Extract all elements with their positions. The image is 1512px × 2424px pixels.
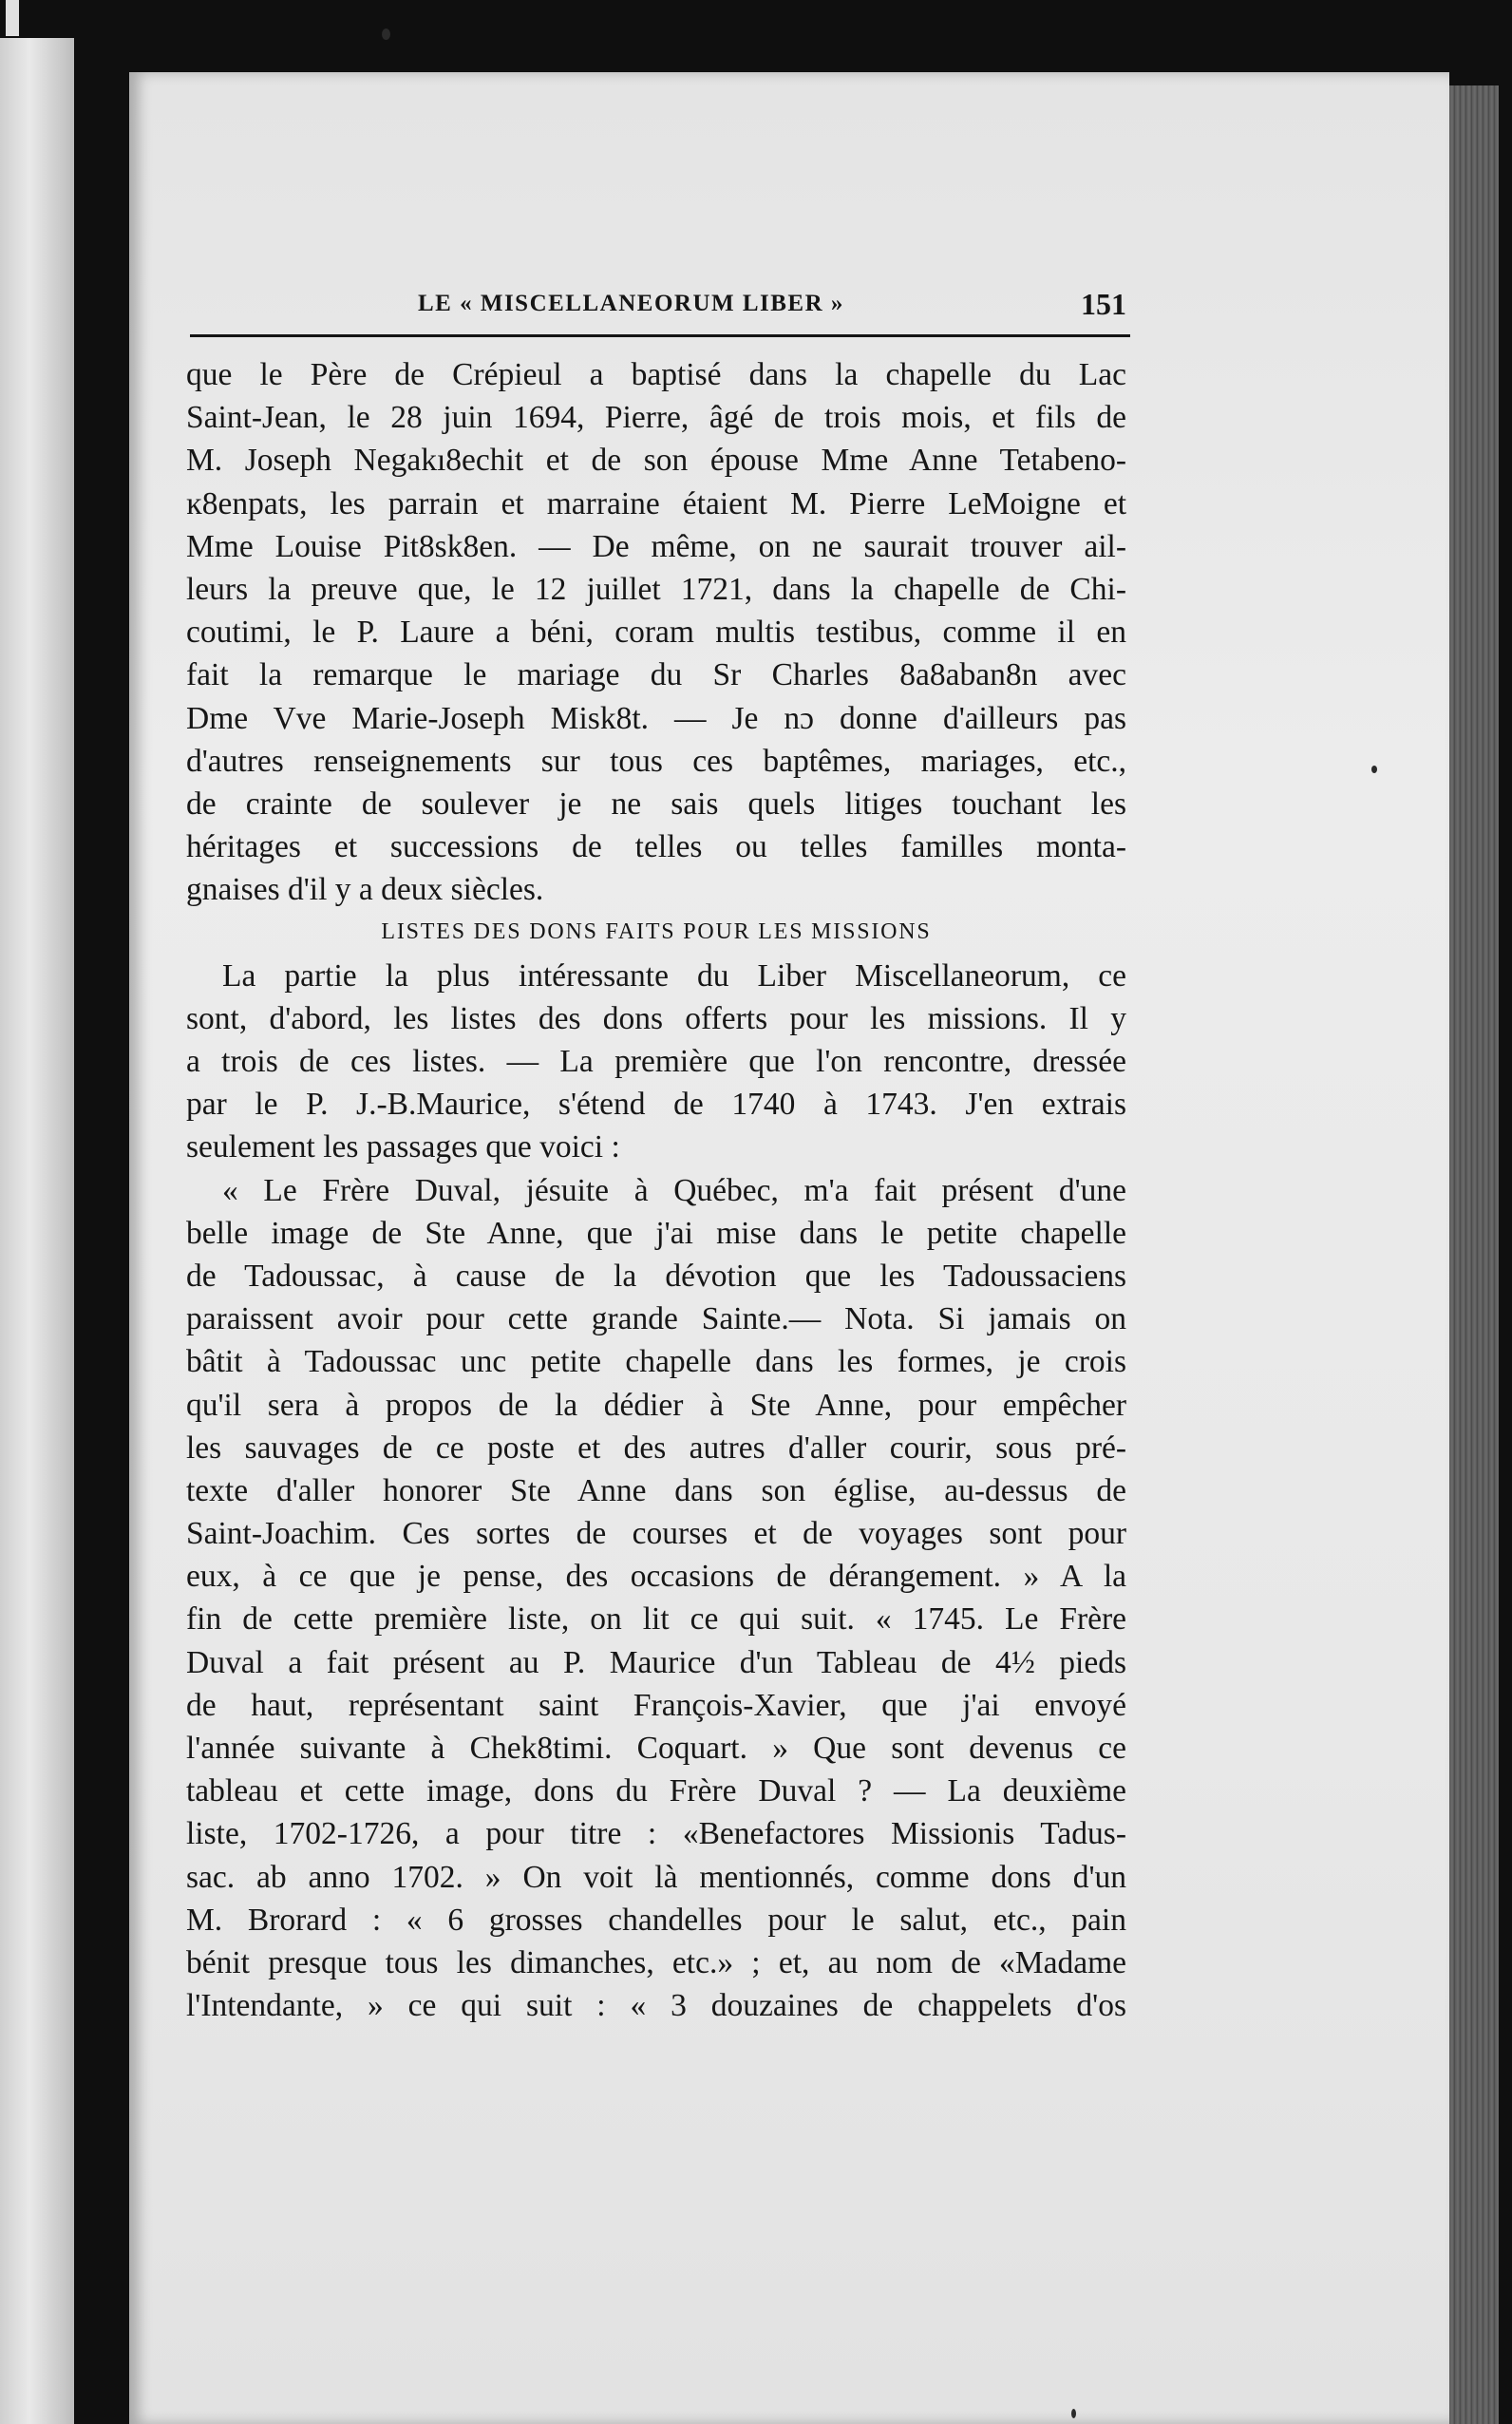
previous-page-edge bbox=[0, 38, 74, 2424]
text-line: texte d'aller honorer Ste Anne dans son église, au-dessus de bbox=[186, 1472, 1126, 1508]
page-stack-edge bbox=[1449, 85, 1499, 2424]
text-line: sont, d'abord, les listes des dons offerts pour les missions. Il y bbox=[186, 1000, 1126, 1036]
text-line: l'Intendante, » ce qui suit : « 3 douzaines de chappelets d'os bbox=[186, 1988, 1126, 2024]
text-line: liste, 1702-1726, a pour titre : «Benefactores Missionis Tadus- bbox=[186, 1816, 1126, 1852]
text-line: M. Brorard : « 6 grosses chandelles pour le salut, etc., pain bbox=[186, 1902, 1126, 1938]
text-line: paraissent avoir pour cette grande Sainte.— Nota. Si jamais on bbox=[186, 1301, 1126, 1337]
text-line: belle image de Ste Anne, que j'ai mise dans le petite chapelle bbox=[186, 1215, 1126, 1251]
running-header bbox=[190, 287, 1130, 337]
body-text bbox=[186, 353, 1126, 2027]
text-line: eux, à ce que je pense, des occasions de dérangement. » A la bbox=[186, 1559, 1126, 1595]
text-line: fin de cette première liste, on lit ce qui suit. « 1745. Le Frère bbox=[186, 1601, 1126, 1638]
text-line: fait la remarque le mariage du Sr Charles 8a8aban8n avec bbox=[186, 657, 1126, 693]
text-line: seulement les passages que voici : bbox=[186, 1129, 620, 1165]
page-number: 151 bbox=[1081, 287, 1126, 321]
dust-speck bbox=[1371, 766, 1377, 773]
text-line: « Le Frère Duval, jésuite à Québec, m'a fait présent d'une bbox=[222, 1172, 1126, 1208]
text-line: de Tadoussac, à cause de la dévotion que les Tadoussaciens bbox=[186, 1258, 1126, 1294]
text-line: les sauvages de ce poste et des autres d'aller courir, sous pré- bbox=[186, 1430, 1126, 1466]
text-line: Duval a fait présent au P. Maurice d'un Tableau de 4½ pieds bbox=[186, 1644, 1126, 1680]
text-line: qu'il sera à propos de la dédier à Ste Anne, pour empêcher bbox=[186, 1387, 1126, 1423]
text-line: M. Joseph Negakı8echit et de son épouse Mme Anne Tetabeno- bbox=[186, 443, 1126, 479]
text-line: d'autres renseignements sur tous ces baptêmes, mariages, etc., bbox=[186, 743, 1126, 779]
text-line: coutimi, le P. Laure a béni, coram multis testibus, comme il en bbox=[186, 615, 1126, 651]
text-line: sac. ab anno 1702. » On voit là mentionnés, comme dons d'un bbox=[186, 1859, 1126, 1895]
text-line: de crainte de soulever je ne sais quels litiges touchant les bbox=[186, 786, 1126, 822]
text-line: par le P. J.-B.Maurice, s'étend de 1740 à 1743. J'en extrais bbox=[186, 1087, 1126, 1123]
scan-mark bbox=[6, 0, 19, 36]
text-line: héritages et successions de telles ou telles familles monta- bbox=[186, 829, 1126, 865]
dust-speck bbox=[1071, 2409, 1076, 2418]
text-line: a trois de ces listes. — La première que l'on rencontre, dressée bbox=[186, 1044, 1126, 1079]
text-line: Saint-Joachim. Ces sortes de courses et de voyages sont pour bbox=[186, 1516, 1126, 1552]
text-line: Mme Louise Pit8sk8en. — De même, on ne saurait trouver ail- bbox=[186, 528, 1126, 564]
text-line: que le Père de Crépieul a baptisé dans la chapelle du Lac bbox=[186, 357, 1126, 392]
running-title: LE « MISCELLANEORUM LIBER » bbox=[418, 291, 844, 316]
text-line: bénit presque tous les dimanches, etc.» ; et, au nom de «Madame bbox=[186, 1944, 1126, 1980]
text-line: ĸ8enpats, les parrain et marraine étaient M. Pierre LeMoigne et bbox=[186, 485, 1126, 521]
text-line: de haut, représentant saint François-Xavier, que j'ai envoyé bbox=[186, 1687, 1126, 1723]
text-line: gnaises d'il y a deux siècles. bbox=[186, 872, 544, 908]
text-line: tableau et cette image, dons du Frère Duval ? — La deuxième bbox=[186, 1773, 1126, 1809]
text-line: Saint-Jean, le 28 juin 1694, Pierre, âgé de trois mois, et fils de bbox=[186, 400, 1126, 436]
text-line: Dme Vve Marie-Joseph Misk8t. — Je nɔ donne d'ailleurs pas bbox=[186, 700, 1126, 736]
dust-speck bbox=[382, 28, 390, 40]
text-line: La partie la plus intéressante du Liber Miscellaneorum, ce bbox=[222, 957, 1126, 994]
text-line: l'année suivante à Chek8timi. Coquart. » Que sont devenus ce bbox=[186, 1731, 1126, 1766]
section-heading: LISTES DES DONS FAITS POUR LES MISSIONS bbox=[381, 919, 932, 945]
text-line: bâtit à Tadoussac unc petite chapelle dans les formes, je crois bbox=[186, 1344, 1126, 1380]
text-line: leurs la preuve que, le 12 juillet 1721, dans la chapelle de Chi- bbox=[186, 571, 1126, 607]
